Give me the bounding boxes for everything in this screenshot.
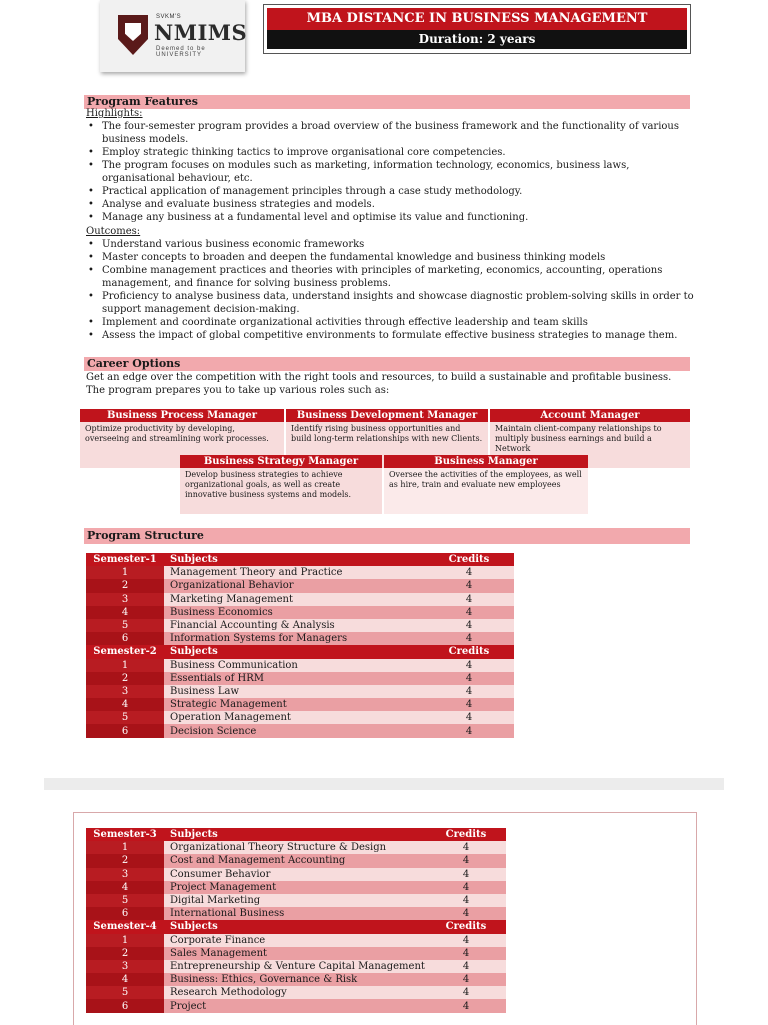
- subject-credits: 4: [426, 934, 506, 947]
- career-desc: Identify rising business opportunities and build long-term relationships with new Clients.: [286, 422, 488, 468]
- duration-label: Duration: 2 years: [267, 30, 687, 49]
- table-row: [86, 593, 514, 606]
- subjects-header: Subjects: [164, 920, 426, 933]
- semester-header-row: [86, 920, 506, 933]
- subject-number: 4: [86, 606, 164, 619]
- subject-number: 5: [86, 711, 164, 724]
- subject-credits: 4: [424, 632, 514, 645]
- logo-main-text: NMIMS: [154, 20, 248, 45]
- credits-header: Credits: [424, 553, 514, 566]
- logo-small-text: SVKM'S: [156, 14, 182, 20]
- subject-name: Decision Science: [164, 724, 424, 737]
- list-item: • Proficiency to analyse business data, understand insights and showcase diagnostic problem-solving skills in order to support management decision-making.: [102, 290, 702, 316]
- section-heading-features: Program Features: [84, 95, 690, 109]
- subject-credits: 4: [426, 841, 506, 854]
- subject-name: Research Methodology: [164, 986, 426, 999]
- subject-credits: 4: [426, 973, 506, 986]
- subjects-header: Subjects: [164, 645, 424, 658]
- subject-name: Entrepreneurship & Venture Capital Management: [164, 960, 426, 973]
- subject-credits: 4: [424, 685, 514, 698]
- subject-credits: 4: [426, 947, 506, 960]
- career-title: Business Development Manager: [286, 409, 488, 422]
- list-item: • Manage any business at a fundamental level and optimise its value and functioning.: [102, 211, 702, 224]
- subject-number: 3: [86, 960, 164, 973]
- table-row: [86, 947, 506, 960]
- shield-icon: [118, 15, 148, 55]
- semester-header-row: [86, 645, 514, 658]
- section-heading-career: Career Options: [84, 357, 690, 371]
- subject-number: 6: [86, 724, 164, 737]
- subject-number: 1: [86, 841, 164, 854]
- table-row: [86, 907, 506, 920]
- semester-label: Semester-2: [86, 645, 164, 658]
- list-item: • The program focuses on modules such as marketing, information technology, economics, business laws, organisational behaviour, etc.: [102, 159, 702, 185]
- subject-name: Corporate Finance: [164, 934, 426, 947]
- list-item: • Combine management practices and theories with principles of marketing, economics, accounting, operations management, and finance for solving business problems.: [102, 264, 702, 290]
- list-item: • Practical application of management principles through a case study methodology.: [102, 185, 702, 198]
- credits-header: Credits: [426, 828, 506, 841]
- table-row: [86, 619, 514, 632]
- subject-name: Project Management: [164, 881, 426, 894]
- subject-number: 5: [86, 894, 164, 907]
- subject-name: Consumer Behavior: [164, 868, 426, 881]
- subject-credits: 4: [424, 672, 514, 685]
- nmims-logo: [100, 0, 248, 72]
- subject-number: 3: [86, 685, 164, 698]
- subject-credits: 4: [424, 593, 514, 606]
- table-row: [86, 579, 514, 592]
- subject-credits: 4: [424, 579, 514, 592]
- subject-number: 6: [86, 907, 164, 920]
- subject-credits: 4: [424, 724, 514, 737]
- subject-name: Essentials of HRM: [164, 672, 424, 685]
- table-row: [86, 854, 506, 867]
- subject-number: 2: [86, 947, 164, 960]
- table-row: [86, 868, 506, 881]
- credits-header: Credits: [424, 645, 514, 658]
- career-title: Business Process Manager: [80, 409, 284, 422]
- subject-credits: 4: [426, 999, 506, 1012]
- subject-name: Marketing Management: [164, 593, 424, 606]
- page-divider: [44, 778, 724, 790]
- subjects-header: Subjects: [164, 828, 426, 841]
- subject-name: International Business: [164, 907, 426, 920]
- subject-number: 1: [86, 934, 164, 947]
- career-desc: Develop business strategies to achieve organizational goals, as well as create innovative business systems and models.: [180, 468, 382, 514]
- outcomes-label: Outcomes:: [86, 226, 141, 237]
- subject-credits: 4: [424, 659, 514, 672]
- table-row: [86, 973, 506, 986]
- highlights-label: Highlights:: [86, 108, 143, 119]
- subject-number: 5: [86, 986, 164, 999]
- page-2: [0, 790, 768, 1024]
- subject-name: Management Theory and Practice: [164, 566, 424, 579]
- subject-number: 2: [86, 672, 164, 685]
- subject-name: Information Systems for Managers: [164, 632, 424, 645]
- outcomes-list: [86, 238, 702, 342]
- subject-credits: 4: [426, 881, 506, 894]
- subject-credits: 4: [426, 854, 506, 867]
- semester-header-row: [86, 553, 514, 566]
- subject-number: 2: [86, 579, 164, 592]
- table-row: [86, 711, 514, 724]
- career-title: Business Strategy Manager: [180, 455, 382, 468]
- subject-number: 4: [86, 973, 164, 986]
- semester-table-1-2: [86, 553, 514, 738]
- subject-number: 4: [86, 881, 164, 894]
- career-title: Business Manager: [384, 455, 588, 468]
- subject-credits: 4: [424, 711, 514, 724]
- subject-name: Business Communication: [164, 659, 424, 672]
- career-desc: Maintain client-company relationships to multiply business earnings and build a Network: [490, 422, 690, 468]
- subject-credits: 4: [426, 960, 506, 973]
- subject-credits: 4: [424, 606, 514, 619]
- subject-name: Organizational Behavior: [164, 579, 424, 592]
- subject-name: Cost and Management Accounting: [164, 854, 426, 867]
- list-item: • Assess the impact of global competitive environments to formulate effective business strategies to manage them.: [102, 329, 702, 342]
- semester-label: Semester-3: [86, 828, 164, 841]
- table-row: [86, 659, 514, 672]
- subject-credits: 4: [426, 868, 506, 881]
- table-row: [86, 934, 506, 947]
- subject-name: Business: Ethics, Governance & Risk: [164, 973, 426, 986]
- subject-number: 3: [86, 868, 164, 881]
- semester-header-row: [86, 828, 506, 841]
- table-row: [86, 881, 506, 894]
- career-intro: Get an edge over the competition with the right tools and resources, to build a sustainable and profitable business. The program prepares you to take up various roles such as:: [86, 372, 672, 396]
- title-banner: [263, 4, 691, 54]
- semester-label: Semester-1: [86, 553, 164, 566]
- subject-name: Business Economics: [164, 606, 424, 619]
- career-card: [384, 455, 588, 514]
- table-row: [86, 986, 506, 999]
- subject-number: 1: [86, 659, 164, 672]
- subject-name: Financial Accounting & Analysis: [164, 619, 424, 632]
- table-row: [86, 999, 506, 1012]
- table-row: [86, 632, 514, 645]
- subject-credits: 4: [426, 907, 506, 920]
- subject-credits: 4: [426, 894, 506, 907]
- table-row: [86, 672, 514, 685]
- subject-number: 5: [86, 619, 164, 632]
- logo-sub-text: Deemed to be UNIVERSITY: [156, 46, 206, 58]
- list-item: • Understand various business economic frameworks: [102, 238, 702, 251]
- list-item: • Master concepts to broaden and deepen the fundamental knowledge and business thinking models: [102, 251, 702, 264]
- subject-name: Project: [164, 999, 426, 1012]
- subject-name: Strategic Management: [164, 698, 424, 711]
- subject-number: 4: [86, 698, 164, 711]
- semester-table-3-4: [86, 828, 506, 1013]
- subject-credits: 4: [426, 986, 506, 999]
- table-row: [86, 685, 514, 698]
- career-desc: Optimize productivity by developing, overseeing and streamlining work processes.: [80, 422, 284, 468]
- career-title: Account Manager: [490, 409, 690, 422]
- table-row: [86, 960, 506, 973]
- list-item: • Analyse and evaluate business strategies and models.: [102, 198, 702, 211]
- highlights-list: [86, 120, 702, 224]
- subject-number: 6: [86, 632, 164, 645]
- subject-number: 2: [86, 854, 164, 867]
- subject-name: Organizational Theory Structure & Design: [164, 841, 426, 854]
- subject-number: 1: [86, 566, 164, 579]
- table-row: [86, 698, 514, 711]
- career-card: [180, 455, 382, 514]
- table-row: [86, 841, 506, 854]
- subject-name: Sales Management: [164, 947, 426, 960]
- subject-name: Business Law: [164, 685, 424, 698]
- list-item: • Implement and coordinate organizational activities through effective leadership and team skills: [102, 316, 702, 329]
- table-row: [86, 566, 514, 579]
- subject-number: 6: [86, 999, 164, 1012]
- table-row: [86, 606, 514, 619]
- page-title: MBA DISTANCE IN BUSINESS MANAGEMENT: [267, 8, 687, 30]
- table-row: [86, 724, 514, 737]
- credits-header: Credits: [426, 920, 506, 933]
- subject-credits: 4: [424, 619, 514, 632]
- subject-credits: 4: [424, 566, 514, 579]
- career-desc: Oversee the activities of the employees, as well as hire, train and evaluate new employees: [384, 468, 588, 514]
- section-heading-structure: Program Structure: [84, 528, 690, 544]
- list-item: • The four-semester program provides a broad overview of the business framework and the functionality of various business models.: [102, 120, 702, 146]
- table-row: [86, 894, 506, 907]
- subject-credits: 4: [424, 698, 514, 711]
- semester-label: Semester-4: [86, 920, 164, 933]
- subject-number: 3: [86, 593, 164, 606]
- list-item: • Employ strategic thinking tactics to improve organisational core competencies.: [102, 146, 702, 159]
- subject-name: Operation Management: [164, 711, 424, 724]
- subject-name: Digital Marketing: [164, 894, 426, 907]
- subjects-header: Subjects: [164, 553, 424, 566]
